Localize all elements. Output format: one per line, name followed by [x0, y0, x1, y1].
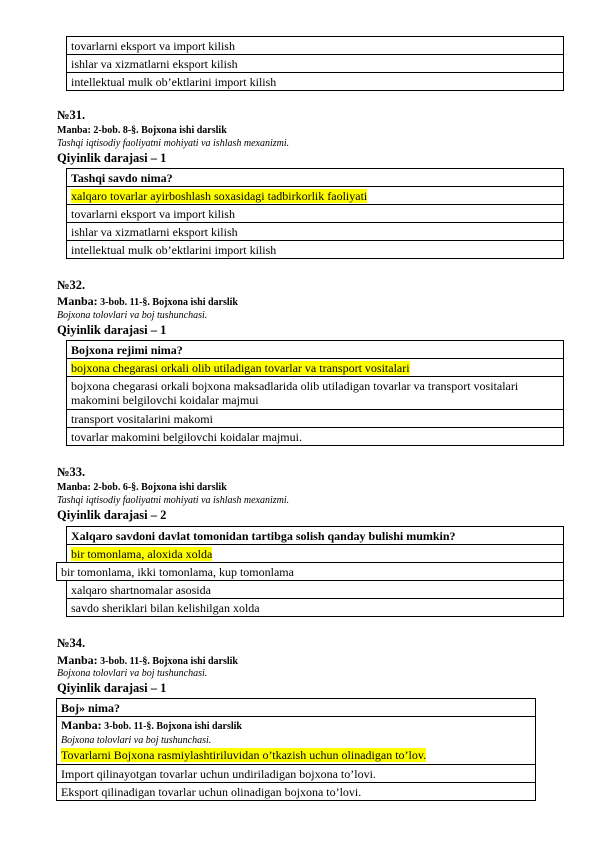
difficulty-level: Qiyinlik darajasi – 1	[57, 323, 167, 337]
difficulty-level: Qiyinlik darajasi – 1	[57, 151, 167, 165]
answer-table	[66, 580, 564, 617]
answer-option: tovarlarni eksport va import kilish	[67, 205, 564, 223]
answer-row-wide	[56, 562, 564, 581]
source-line: Manba: 2-bob. 6-§. Bojxona ishi darslik	[57, 482, 227, 493]
answer-option: intellektual mulk ob’ektlarini import kilish	[67, 241, 564, 259]
inner-topic-subtitle: Bojxona tolovlari va boj tushunchasi.	[61, 735, 212, 746]
answer-option: Import qilinayotgan tovarlar uchun undiriladigan bojxona to’lovi.	[57, 765, 536, 783]
answer-option-correct: xalqaro tovarlar ayirboshlash soxasidagi tadbirkorlik faoliyati	[67, 187, 564, 205]
answer-option: tovarlarni eksport va import kilish	[67, 37, 564, 55]
answer-option-correct: Tovarlarni Bojxona rasmiylashtiriluvidan o’tkazish uchun olinadigan to’lov.	[61, 748, 427, 762]
answer-option: intellektual mulk ob’ektlarini import kilish	[67, 73, 564, 91]
answer-block	[57, 717, 536, 765]
question-number: №31.	[57, 108, 86, 122]
source-line: Manba: 3-bob. 11-§. Bojxona ishi darslik	[57, 653, 238, 667]
question-number: №33.	[57, 465, 86, 479]
top-answer-table	[66, 36, 564, 91]
difficulty-level: Qiyinlik darajasi – 1	[57, 681, 167, 695]
answer-option: ishlar va xizmatlarni eksport kilish	[67, 55, 564, 73]
answer-option: bir tomonlama, ikki tomonlama, kup tomonlama	[57, 563, 564, 581]
question-text: Tashqi savdo nima?	[67, 169, 564, 187]
answer-option-correct: bojxona chegarasi orkali olib utiladigan tovarlar va transport vositalari	[67, 359, 564, 377]
answer-option: xalqaro shartnomalar asosida	[67, 581, 564, 599]
question-number: №32.	[57, 278, 86, 292]
topic-subtitle: Bojxona tolovlari va boj tushunchasi.	[57, 310, 208, 321]
answer-option: savdo sheriklari bilan kelishilgan xolda	[67, 599, 564, 617]
question-table	[66, 168, 564, 259]
answer-option: ishlar va xizmatlarni eksport kilish	[67, 223, 564, 241]
topic-subtitle: Tashqi iqtisodiy faoliyatni mohiyati va ishlash mexanizmi.	[57, 495, 290, 506]
topic-subtitle: Tashqi iqtisodiy faoliyatni mohiyati va ishlash mexanizmi.	[57, 138, 290, 149]
question-table	[66, 340, 564, 446]
topic-subtitle: Bojxona tolovlari va boj tushunchasi.	[57, 668, 208, 679]
answer-option: bojxona chegarasi orkali bojxona maksadlarida olib utiladigan tovarlar va transport vositalari makomini belgilovchi koidalar majmui	[67, 377, 564, 410]
question-text: Boj» nima?	[57, 699, 536, 717]
answer-option: Eksport qilinadigan tovarlar uchun olinadigan bojxona to’lovi.	[57, 783, 536, 801]
question-number: №34.	[57, 636, 86, 650]
question-text: Xalqaro savdoni davlat tomonidan tartibga solish qanday bulishi mumkin?	[67, 527, 564, 545]
question-text: Bojxona rejimi nima?	[67, 341, 564, 359]
question-table	[66, 526, 564, 563]
answer-option: transport vositalarini makomi	[67, 410, 564, 428]
inner-source-line: Manba: 3-bob. 11-§. Bojxona ishi darslik	[61, 718, 242, 732]
answer-option: tovarlar makomini belgilovchi koidalar majmui.	[67, 428, 564, 446]
question-table	[56, 698, 536, 801]
difficulty-level: Qiyinlik darajasi – 2	[57, 508, 167, 522]
source-line: Manba: 2-bob. 8-§. Bojxona ishi darslik	[57, 125, 227, 136]
answer-option-correct: bir tomonlama, aloxida xolda	[67, 545, 564, 563]
source-line: Manba: 3-bob. 11-§. Bojxona ishi darslik	[57, 294, 238, 308]
